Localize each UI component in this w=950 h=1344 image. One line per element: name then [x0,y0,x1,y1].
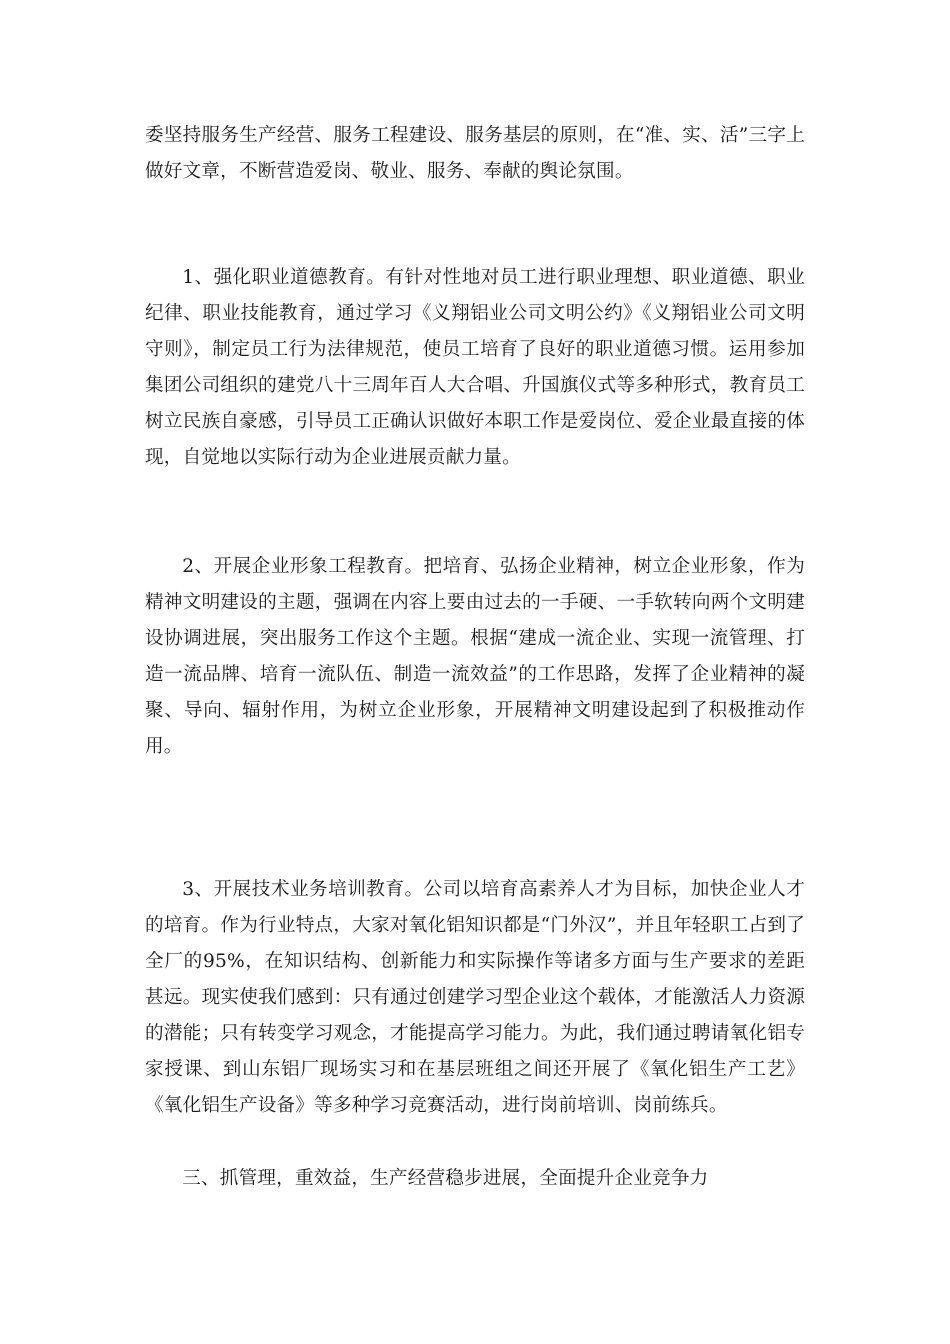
paragraph-technical-training: 3、开展技术业务培训教育。公司以培育高素养人才为目标，加快企业人才的培育。作为行业特点，大家对氧化铝知识都是“门外汉”，并且年轻职工占到了全厂的95%，在知识结构、创新能力和实际操作等诸多方面与生产要求的差距甚远。现实使我们感到：只有通过创建学习型企业这个载体，才能激活人力资源的潜能；只有转变学习观念，才能提高学习能力。为此，我们通过聘请氧化铝专家授课、到山东铝厂现场实习和在基层班组之间还开展了《氧化铝生产工艺》《氧化铝生产设备》等多种学习竞赛活动，进行岗前培训、岗前练兵。 [145,879,805,1116]
paragraph-continuation: 委坚持服务生产经营、服务工程建设、服务基层的原则，在“准、实、活”三字上做好文章，不断营造爱岗、敬业、服务、奉献的舆论氛围。 [145,125,805,182]
section-heading-management: 三、抓管理，重效益，生产经营稳步进展，全面提升企业竞争力 [182,1168,709,1189]
paragraph-professional-ethics: 1、强化职业道德教育。有针对性地对员工进行职业理想、职业道德、职业纪律、职业技能教育，通过学习《义翔铝业公司文明公约》《义翔铝业公司文明守则》，制定员工行为法律规范，使员工培育了良好的职业道德习惯。运用参加集团公司组织的建党八十三周年百人大合唱、升国旗仪式等多种形式，教育员工树立民族自豪感，引导员工正确认识做好本职工作是爱岗位、爱企业最直接的体现，自觉地以实际行动为企业进展贡献力量。 [145,267,805,468]
paragraph-corporate-image: 2、开展企业形象工程教育。把培育、弘扬企业精神，树立企业形象，作为精神文明建设的主题，强调在内容上要由过去的一手硬、一手软转向两个文明建设协调进展，突出服务工作这个主题。根据“建成一流企业、实现一流管理、打造一流品牌、培育一流队伍、制造一流效益”的工作思路，发挥了企业精神的凝聚、导向、辐射作用，为树立企业形象，开展精神文明建设起到了积极推动作用。 [145,556,805,757]
